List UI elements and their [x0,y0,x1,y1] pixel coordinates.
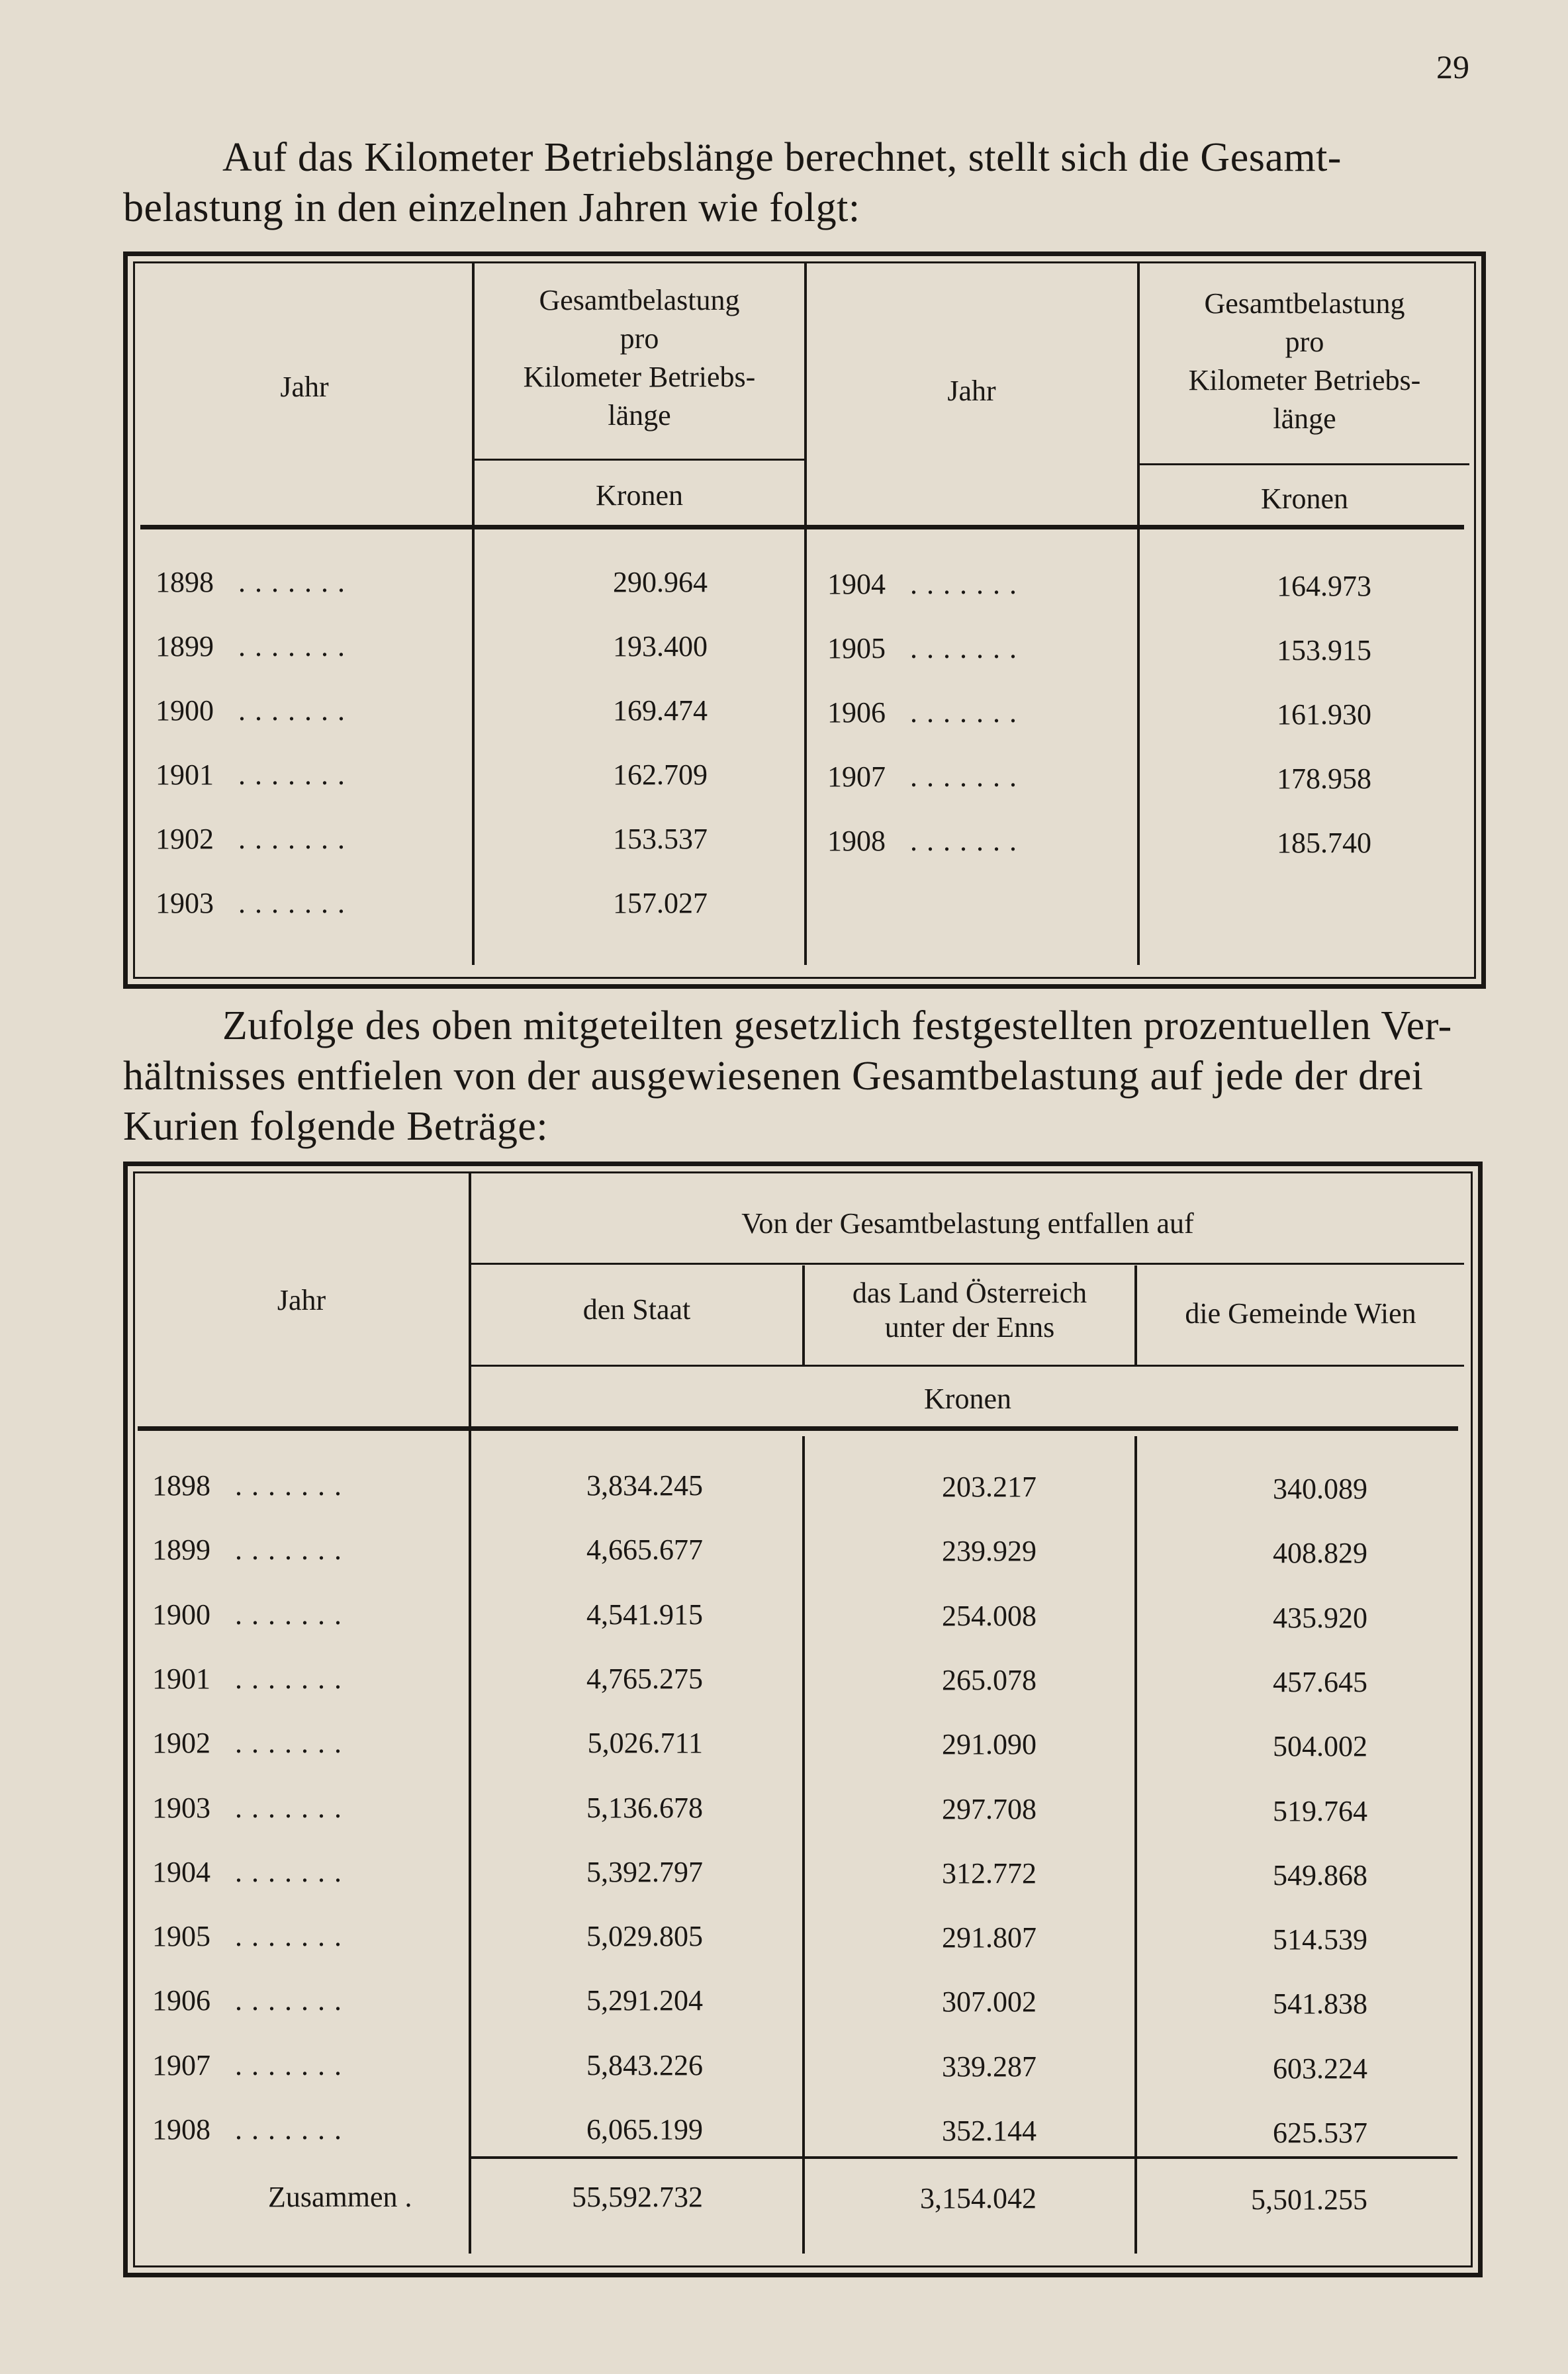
row-staat: 5,136.678 [586,1791,703,1824]
header-line: Kilometer Betriebs- [523,361,756,393]
row-year: 1901 [156,758,214,791]
page-number: 29 [1436,48,1469,85]
row-leader-dots: ....... [238,630,354,662]
row-leader-dots: ....... [235,1533,351,1567]
row-value: 161.930 [1277,698,1371,731]
row-staat: 3,834.245 [586,1469,703,1502]
header-line: das Land Österreich [852,1277,1087,1309]
paragraph-line: Auf das Kilometer Betriebslänge berechnet, stellt sich die Gesamt- [222,135,1342,180]
header-staat: den Staat [582,1293,691,1326]
row-year: 1904 [152,1855,210,1888]
row-staat: 5,392.797 [586,1855,703,1888]
row-leader-dots: ....... [235,2048,351,2081]
header-line: Kilometer Betriebs- [1188,364,1421,396]
header-group: Von der Gesamtbelastung entfallen auf [741,1207,1194,1240]
row-leader-dots: ....... [910,568,1026,600]
row-value: 193.400 [613,630,708,662]
header-line: länge [1273,402,1336,435]
row-year: 1902 [152,1727,210,1760]
row-staat: 4,765.275 [586,1662,703,1695]
row-wien: 504.002 [1273,1730,1367,1763]
row-value: 169.474 [613,694,708,727]
row-leader-dots: ....... [235,1855,351,1888]
row-wien: 549.868 [1273,1858,1367,1892]
row-land: 291.807 [942,1921,1037,1954]
row-land: 239.929 [942,1535,1037,1568]
unit-separator [1140,463,1469,465]
row-staat: 5,843.226 [586,2048,703,2081]
second-paragraph [123,1001,1480,1152]
row-year: 1905 [152,1920,210,1953]
row-year: 1905 [827,632,886,664]
paragraph-line: Kurien folgende Beträge: [123,1104,549,1149]
row-value: 178.958 [1277,762,1371,795]
row-year: 1901 [152,1662,210,1695]
row-year: 1900 [152,1598,210,1631]
total-rule [471,2156,1457,2159]
row-value: 164.973 [1277,570,1371,602]
row-year: 1899 [152,1533,210,1567]
header-line: unter der Enns [884,1311,1055,1344]
row-leader-dots: ....... [910,825,1026,857]
row-year: 1907 [152,2048,210,2081]
unit-separator [471,1365,1464,1367]
row-year: 1903 [152,1791,210,1824]
row-value: 157.027 [613,887,708,919]
unit-separator [475,459,804,461]
row-leader-dots: ....... [910,696,1026,729]
header-rule [140,525,1464,529]
total-label: Zusammen . [268,2181,412,2213]
row-year: 1900 [156,694,214,727]
row-year: 1908 [827,825,886,857]
header-total-per-km [475,281,804,435]
row-leader-dots: ....... [235,1598,351,1631]
row-wien: 541.838 [1273,1987,1367,2021]
row-leader-dots: ....... [235,1791,351,1824]
header-unit: Kronen [924,1383,1011,1415]
row-leader-dots: ....... [238,566,354,598]
row-leader-dots: ....... [235,1469,351,1502]
row-year: 1906 [827,696,886,729]
paragraph-line: Zufolge des oben mitgeteilten gesetzlich festgestellten prozentuellen Ver- [222,1003,1452,1048]
row-land: 291.090 [942,1728,1037,1761]
row-year: 1904 [827,568,886,600]
row-year: 1903 [156,887,214,919]
total-staat: 55,592.732 [572,2181,703,2213]
column-divider [469,1173,471,2254]
intro-paragraph [123,132,1480,233]
row-land: 352.144 [942,2115,1037,2147]
row-land: 339.287 [942,2050,1037,2083]
header-total-per-km [1140,285,1469,438]
row-leader-dots: ....... [238,823,354,855]
header-line: länge [608,399,671,432]
row-wien: 603.224 [1273,2052,1367,2085]
row-year: 1898 [156,566,214,598]
paragraph-line: belastung in den einzelnen Jahren wie folgt: [123,185,860,230]
row-staat: 5,029.805 [586,1920,703,1953]
row-value: 162.709 [613,758,708,791]
row-leader-dots: ....... [235,2113,351,2146]
row-land: 254.008 [942,1599,1037,1632]
row-leader-dots: ....... [238,694,354,727]
row-leader-dots: ....... [238,758,354,791]
header-line: pro [1285,326,1324,358]
row-value: 153.537 [613,823,708,855]
row-wien: 625.537 [1273,2117,1367,2149]
row-leader-dots: ....... [238,887,354,919]
row-year: 1902 [156,823,214,855]
row-staat: 4,665.677 [586,1533,703,1567]
row-year: 1908 [152,2113,210,2146]
row-staat: 4,541.915 [586,1598,703,1631]
header-unit: Kronen [1261,482,1348,515]
row-wien: 340.089 [1273,1473,1367,1505]
header-land [805,1276,1134,1345]
row-wien: 457.645 [1273,1665,1367,1698]
row-year: 1907 [827,760,886,793]
header-year: Jahr [277,1284,326,1316]
header-line: Gesamtbelastung [1204,287,1405,320]
row-leader-dots: ....... [235,1920,351,1953]
row-value: 153.915 [1277,634,1371,666]
row-leader-dots: ....... [910,632,1026,664]
row-leader-dots: ....... [910,760,1026,793]
row-staat: 5,026.711 [587,1727,703,1760]
row-year: 1906 [152,1984,210,2017]
group-separator [471,1263,1464,1265]
header-line: pro [620,322,659,355]
row-value: 185.740 [1277,827,1371,859]
row-staat: 6,065.199 [586,2113,703,2146]
row-value: 290.964 [613,566,708,598]
row-staat: 5,291.204 [586,1984,703,2017]
row-leader-dots: ....... [235,1662,351,1695]
row-leader-dots: ....... [235,1984,351,2017]
header-line: Gesamtbelastung [539,284,740,316]
row-land: 312.772 [942,1856,1037,1890]
header-wien: die Gemeinde Wien [1185,1297,1416,1330]
row-year: 1899 [156,630,214,662]
total-land: 3,154.042 [920,2182,1037,2214]
column-divider [804,263,807,965]
header-rule [138,1426,1458,1431]
paragraph-line: hältnisses entfielen von der ausgewiesenen Gesamtbelastung auf jede der drei [123,1054,1424,1099]
total-wien: 5,501.255 [1251,2183,1367,2216]
row-wien: 408.829 [1273,1537,1367,1570]
header-year: Jahr [947,375,996,407]
row-year: 1898 [152,1469,210,1502]
row-land: 297.708 [942,1792,1037,1825]
header-unit: Kronen [596,479,683,512]
row-wien: 514.539 [1273,1923,1367,1956]
header-year: Jahr [280,371,329,403]
row-land: 203.217 [942,1471,1037,1503]
row-wien: 519.764 [1273,1794,1367,1827]
row-land: 265.078 [942,1663,1037,1696]
row-wien: 435.920 [1273,1601,1367,1634]
row-leader-dots: ....... [235,1727,351,1760]
row-land: 307.002 [942,1986,1037,2019]
